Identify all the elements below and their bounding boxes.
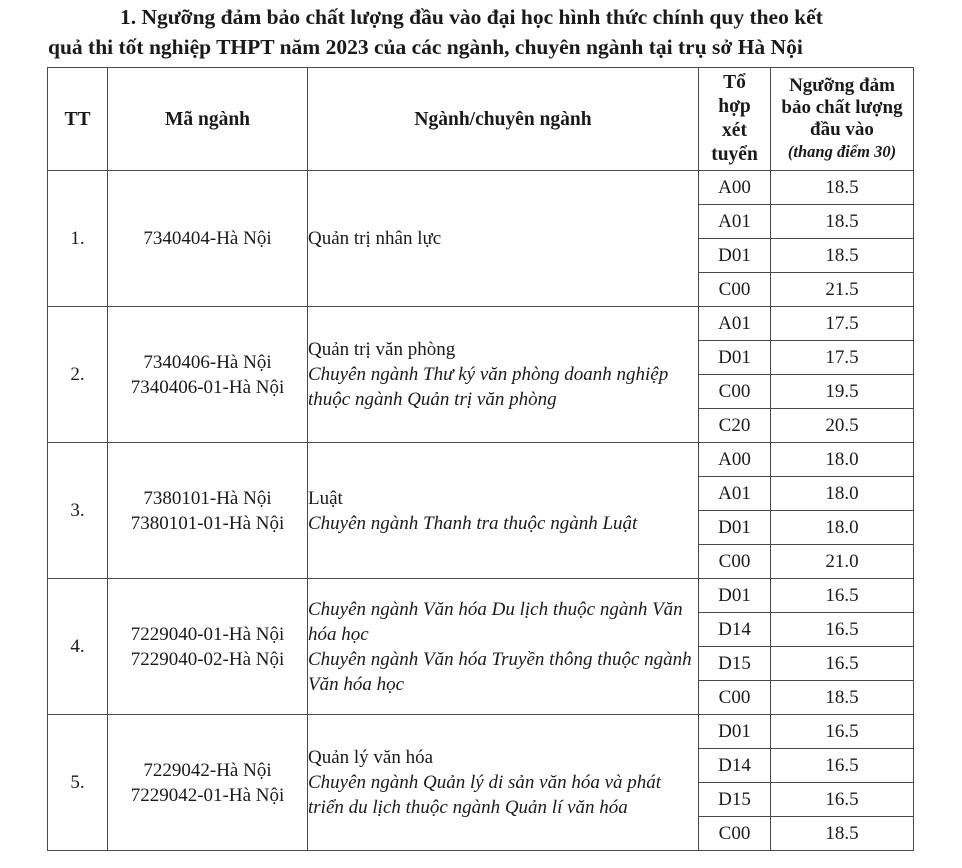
cell-nguong-score: 18.5: [771, 239, 914, 273]
cell-nguong-score: 17.5: [771, 307, 914, 341]
cell-nguong-score: 16.5: [771, 715, 914, 749]
header-nguong-scale: (thang điểm 30): [787, 142, 897, 161]
cell-to-hop: C00: [699, 817, 771, 851]
cell-nganh: [308, 307, 699, 443]
program-code: 7340404-Hà Nội: [143, 228, 272, 249]
specialization-name: Chuyên ngành Thanh tra thuộc ngành Luật: [308, 512, 638, 534]
cell-to-hop: D01: [699, 511, 771, 545]
cell-nguong-score: 21.0: [771, 545, 914, 579]
cell-nguong-score: 16.5: [771, 783, 914, 817]
program-code: 7229040-02-Hà Nội: [130, 648, 285, 670]
major-name: Luật: [308, 487, 343, 509]
header-tt: TT: [48, 68, 108, 171]
table-row: [48, 443, 914, 477]
cell-to-hop: A00: [699, 443, 771, 477]
cell-nguong-score: 16.5: [771, 579, 914, 613]
cell-nganh: [308, 443, 699, 579]
specialization-name: Chuyên ngành Quản lý di sản văn hóa và phát triển du lịch thuộc ngành Quản lí văn hóa: [308, 772, 662, 818]
cell-nguong-score: 18.0: [771, 511, 914, 545]
cell-to-hop: D01: [699, 715, 771, 749]
cell-tt: 3.: [48, 443, 108, 579]
cell-ma-nganh: [108, 715, 308, 851]
header-to-hop-line: xét: [722, 120, 747, 141]
document-title: [0, 2, 962, 62]
table-body: [48, 171, 914, 851]
cell-to-hop: D14: [699, 613, 771, 647]
cell-to-hop: A01: [699, 477, 771, 511]
table-row: [48, 307, 914, 341]
header-nguong-line: Ngưỡng đảm: [789, 75, 895, 96]
header-to-hop-line: hợp: [718, 96, 751, 117]
cell-to-hop: C20: [699, 409, 771, 443]
cell-nguong-score: 18.5: [771, 171, 914, 205]
cell-to-hop: D01: [699, 239, 771, 273]
specialization-name: Chuyên ngành Văn hóa Truyền thông thuộc ngành Văn hóa học: [308, 648, 692, 695]
specialization-name: Chuyên ngành Văn hóa Du lịch thuộc ngành Văn hóa học: [308, 598, 683, 645]
title-line-2: quả thi tốt nghiệp THPT năm 2023 của các ngành, chuyên ngành tại trụ sở Hà Nội: [48, 35, 803, 59]
cell-nguong-score: 18.0: [771, 443, 914, 477]
table-row: [48, 579, 914, 613]
cell-tt: 5.: [48, 715, 108, 851]
cell-tt: 4.: [48, 579, 108, 715]
program-code: 7229040-01-Hà Nội: [130, 623, 285, 645]
cell-to-hop: C00: [699, 375, 771, 409]
cell-nguong-score: 19.5: [771, 375, 914, 409]
cell-nguong-score: 16.5: [771, 613, 914, 647]
header-nguong: [771, 68, 914, 171]
table-header-row: [48, 68, 914, 171]
table-row: [48, 171, 914, 205]
cell-to-hop: C00: [699, 273, 771, 307]
header-nguong-line: đầu vào: [810, 119, 874, 140]
cell-to-hop: D15: [699, 647, 771, 681]
cell-nguong-score: 21.5: [771, 273, 914, 307]
cell-nganh: [308, 579, 699, 715]
title-line-1: 1. Ngưỡng đảm bảo chất lượng đầu vào đại học hình thức chính quy theo kết: [120, 5, 823, 29]
header-nguong-line: bảo chất lượng: [781, 97, 903, 118]
cell-nganh: [308, 715, 699, 851]
cell-to-hop: C00: [699, 681, 771, 715]
program-code: 7229042-Hà Nội: [143, 759, 272, 781]
cell-to-hop: C00: [699, 545, 771, 579]
table-row: [48, 715, 914, 749]
program-code: 7380101-01-Hà Nội: [130, 512, 285, 534]
admission-threshold-table: [47, 67, 914, 851]
cell-tt: 2.: [48, 307, 108, 443]
cell-nguong-score: 17.5: [771, 341, 914, 375]
program-code: 7229042-01-Hà Nội: [130, 784, 285, 806]
cell-nguong-score: 20.5: [771, 409, 914, 443]
header-to-hop-line: Tổ: [723, 72, 746, 93]
cell-to-hop: D01: [699, 341, 771, 375]
cell-to-hop: A00: [699, 171, 771, 205]
cell-ma-nganh: [108, 579, 308, 715]
cell-nganh: [308, 171, 699, 307]
cell-nguong-score: 16.5: [771, 647, 914, 681]
program-code: 7340406-Hà Nội: [143, 351, 272, 373]
header-nganh: Ngành/chuyên ngành: [308, 68, 699, 171]
cell-to-hop: D14: [699, 749, 771, 783]
cell-nguong-score: 18.0: [771, 477, 914, 511]
cell-ma-nganh: [108, 171, 308, 307]
cell-ma-nganh: [108, 307, 308, 443]
specialization-name: Chuyên ngành Thư ký văn phòng doanh nghiệp thuộc ngành Quản trị văn phòng: [308, 364, 669, 410]
cell-nguong-score: 18.5: [771, 681, 914, 715]
cell-to-hop: A01: [699, 307, 771, 341]
cell-nguong-score: 18.5: [771, 817, 914, 851]
cell-to-hop: D15: [699, 783, 771, 817]
header-to-hop-line: tuyển: [711, 144, 758, 165]
header-to-hop: [699, 68, 771, 171]
cell-to-hop: D01: [699, 579, 771, 613]
major-name: Quản trị văn phòng: [308, 339, 456, 360]
cell-tt: 1.: [48, 171, 108, 307]
cell-nguong-score: 18.5: [771, 205, 914, 239]
major-name: Quản trị nhân lực: [308, 228, 442, 249]
header-ma-nganh: Mã ngành: [108, 68, 308, 171]
major-name: Quản lý văn hóa: [308, 747, 434, 768]
program-code: 7340406-01-Hà Nội: [130, 376, 285, 398]
cell-ma-nganh: [108, 443, 308, 579]
cell-nguong-score: 16.5: [771, 749, 914, 783]
program-code: 7380101-Hà Nội: [143, 487, 272, 509]
cell-to-hop: A01: [699, 205, 771, 239]
